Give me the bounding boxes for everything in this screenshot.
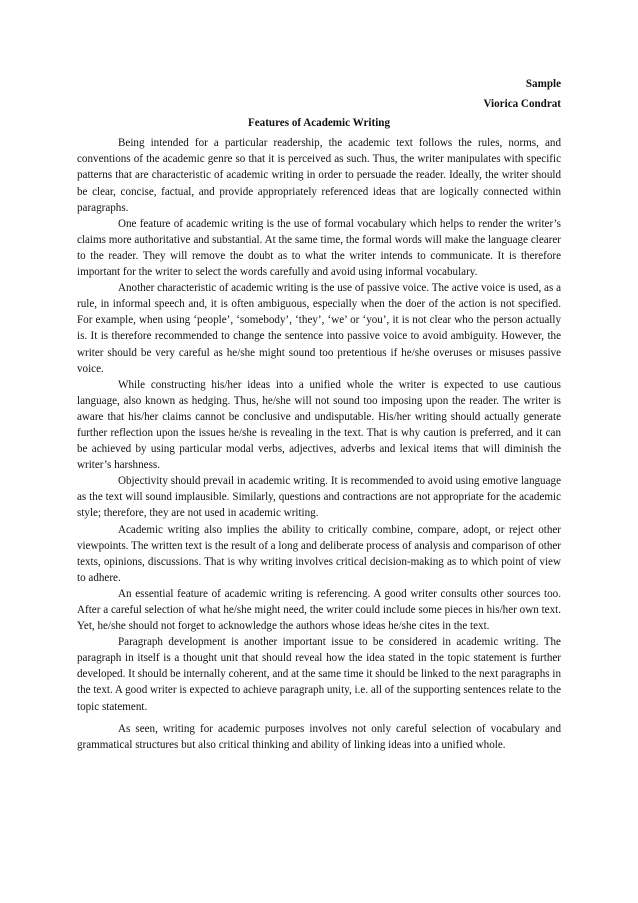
paragraph-referencing: An essential feature of academic writing is referencing. A good writer consults other sources too. After a careful selection of what he/she might need, the writer could include some pieces in his/her own text. Yet, he/she should not forget to acknowledge the authors whose ideas he/she cites in the text. — [77, 587, 561, 633]
document-title: Features of Academic Writing — [247, 117, 391, 130]
paragraph-development: Paragraph development is another important issue to be considered in academic writing. The paragraph in itself is a thought unit that should reveal how the idea stated in the topic statement is further developed. It should be internally coherent, and at the same time it should be linked to the next paragraphs in the text. A good writer is expected to achieve paragraph unity, i.e. all of the supporting sentences relate to the topic statement. — [77, 636, 561, 713]
paragraph-objectivity: Objectivity should prevail in academic writing. It is recommended to avoid using emotive language as the text will sound implausible. Similarly, questions and contractions are not appropriate for the academic style; therefore, they are not used in academic writing. — [77, 475, 561, 520]
document-page — [77, 76, 561, 753]
sample-label: Sample — [525, 78, 561, 90]
paragraph-passive-voice: Another characteristic of academic writing is the use of passive voice. The active voice is used, as a rule, in informal speech and, it is often ambiguous, especially when the doer of the action is not specified. For example, when using ‘people’, ‘somebody’, ‘they’, ‘we’ or ‘you’, it is not clear who the person actually is. It is therefore recommended to change the sentence into passive voice to avoid ambiguity. However, the writer should be very careful as he/she might sound too pretentious if he/she overuses or misuses passive voice. — [77, 282, 561, 375]
paragraph-conclusion: As seen, writing for academic purposes involves not only careful selection of vocabulary and grammatical structures but also critical thinking and ability of linking ideas into a unified whole. — [77, 722, 561, 751]
paragraph-formal-vocabulary: One feature of academic writing is the use of formal vocabulary which helps to render the writer’s claims more authoritative and substantial. At the same time, the formal words will make the language clearer to the reader. They will remove the doubt as to what the writer intends to communicate. It is therefore important for the writer to select the words carefully and avoid using informal vocabulary. — [77, 217, 561, 279]
author-name: Viorica Condrat — [483, 98, 561, 111]
paragraph-intro: Being intended for a particular readership, the academic text follows the rules, norms, and conventions of the academic genre so that it is perceived as such. Thus, the writer manipulates with specific patterns that are characteristic of academic writing in order to persuade the reader. Ideally, the writer should be clear, concise, factual, and provide appropriately referenced ideas that are logically connected within paragraphs. — [77, 137, 561, 214]
paragraph-hedging: While constructing his/her ideas into a unified whole the writer is expected to use cautious language, also known as hedging. Thus, he/she will not sound too imposing upon the reader. The writer is aware that his/her claims cannot be conclusive and undisputable. His/her writing should actually generate further reflection upon the issues he/she is revealing in the text. That is why caution is preferred, and it can be achieved by using particular modal verbs, adjectives, adverbs and lexical items that will diminish the writer’s harshness. — [77, 378, 561, 472]
paragraph-critical-viewpoints: Academic writing also implies the ability to critically combine, compare, adopt, or reject other viewpoints. The written text is the result of a long and deliberate process of analysis and comparison of other texts, opinions, discussions. That is why writing involves critical decision-making as to which point of view to adhere. — [77, 523, 561, 584]
